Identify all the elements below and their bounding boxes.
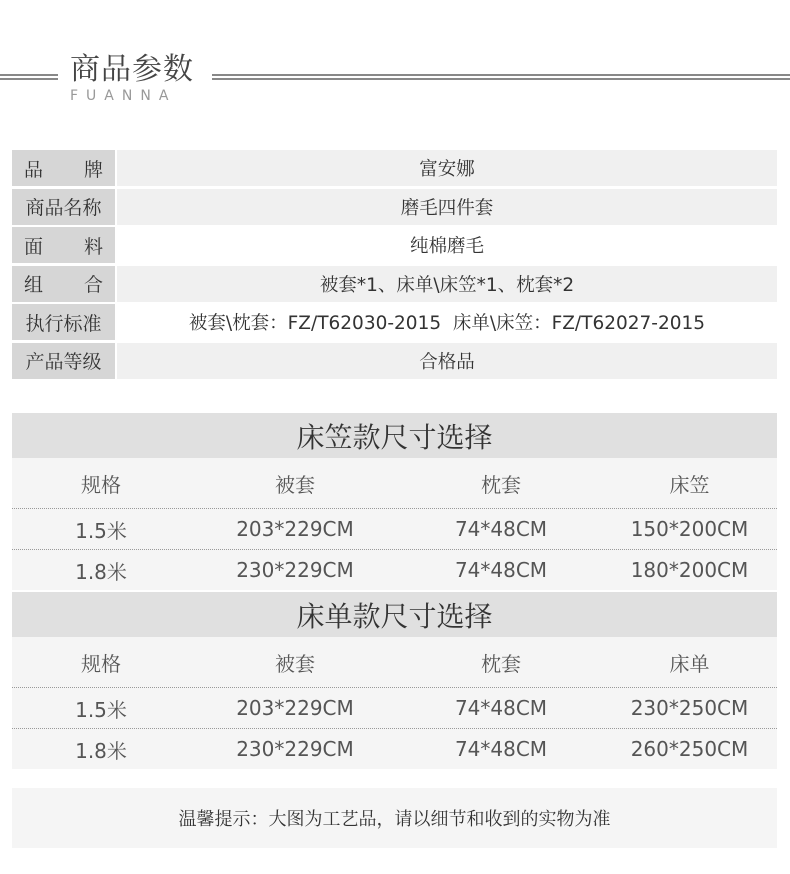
param-label-char: 组: [24, 274, 44, 296]
header-rule-right: [212, 74, 790, 80]
table-cell: 230*229CM: [236, 558, 354, 582]
param-value: 被套*1、床单\床笠*1、枕套*2: [117, 266, 777, 302]
table-cell: 203*229CM: [236, 696, 354, 720]
table-row: [12, 688, 777, 729]
param-row-standard: [12, 304, 777, 340]
page-title: 商品参数: [70, 52, 194, 87]
column-header: 被套: [275, 472, 315, 497]
param-row-material: [12, 227, 777, 263]
table-cell: 1.5米: [75, 697, 127, 722]
param-label-char: 面: [24, 235, 44, 258]
column-header: 规格: [81, 472, 121, 497]
param-value: 富安娜: [117, 150, 777, 186]
table-cell: 1.5米: [75, 518, 127, 543]
table-header-row: [12, 458, 777, 509]
column-header: 床单: [669, 651, 710, 676]
table-cell: 74*48CM: [454, 737, 548, 761]
table-cell: 180*200CM: [630, 558, 749, 582]
column-header: 床笠: [669, 472, 710, 497]
table-cell: 1.8米: [75, 738, 127, 763]
table-row: [12, 729, 777, 769]
table-row: [12, 509, 777, 550]
param-label-char: 品: [24, 158, 44, 181]
param-row-set: [12, 266, 777, 302]
page-subtitle: FUANNA: [70, 88, 177, 104]
table-cell: 230*229CM: [236, 737, 354, 761]
table-cell: 74*48CM: [454, 696, 548, 720]
section-title: 床笠款尺寸选择: [12, 413, 777, 458]
column-header: 枕套: [481, 472, 521, 497]
param-label: 产品等级: [12, 343, 115, 379]
column-header: 枕套: [481, 651, 521, 676]
table-cell: 260*250CM: [630, 737, 749, 761]
param-label-char: 牌: [83, 158, 103, 181]
header-rule-left: [0, 74, 58, 80]
table-header-row: [12, 637, 777, 688]
param-value: 被套\枕套：FZ/T62030-2015 床单\床笠：FZ/T62027-2015: [117, 304, 777, 340]
param-label: [12, 150, 115, 186]
param-value: 磨毛四件套: [117, 189, 777, 225]
param-label-char: 料: [83, 235, 103, 258]
param-label: [12, 266, 115, 302]
table-cell: 230*250CM: [630, 696, 749, 720]
param-label: 执行标准: [12, 304, 115, 340]
table-cell: 150*200CM: [630, 517, 749, 541]
table-cell: 74*48CM: [454, 558, 548, 582]
param-row-brand: [12, 150, 777, 186]
column-header: 规格: [81, 651, 121, 676]
param-row-name: [12, 189, 777, 225]
table-row: [12, 550, 777, 590]
flat-size-section: [12, 592, 777, 769]
fitted-size-section: [12, 413, 777, 590]
params-table: [12, 150, 777, 381]
column-header: 被套: [275, 651, 315, 676]
table-cell: 74*48CM: [454, 517, 548, 541]
param-value: 合格品: [117, 343, 777, 379]
param-label-char: 合: [83, 274, 103, 296]
disclaimer-note: 温馨提示：大图为工艺品，请以细节和收到的实物为准: [12, 788, 777, 848]
section-title: 床单款尺寸选择: [12, 592, 777, 637]
table-cell: 203*229CM: [236, 517, 354, 541]
param-label: [12, 227, 115, 263]
param-label: 商品名称: [12, 189, 115, 225]
param-row-grade: [12, 343, 777, 379]
param-value: 纯棉磨毛: [117, 227, 777, 263]
table-cell: 1.8米: [75, 559, 127, 584]
